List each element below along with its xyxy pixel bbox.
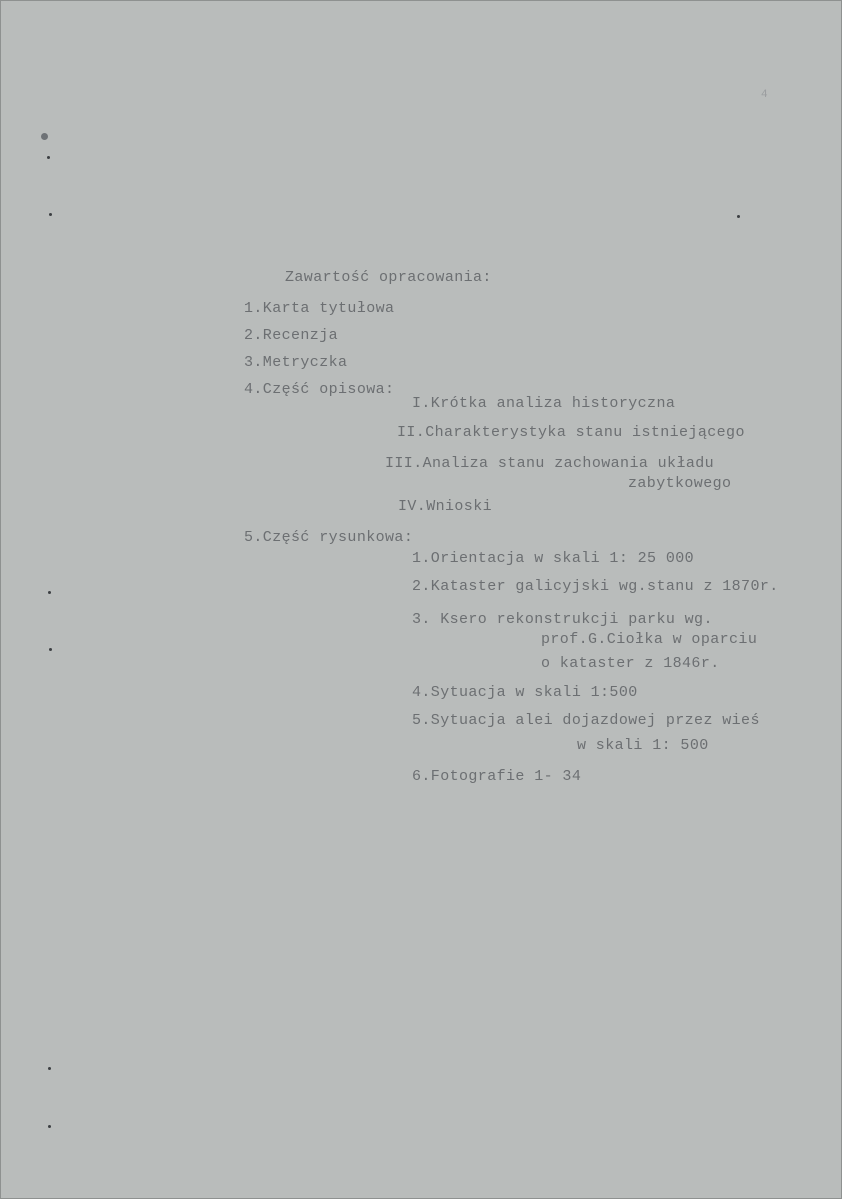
drawing-item-continuation: prof.G.Ciołka w oparciu [541, 631, 758, 648]
list-item: 5.Część rysunkowa: [244, 529, 414, 546]
drawing-item: 2.Kataster galicyjski wg.stanu z 1870r. [412, 578, 779, 595]
sub-item: I.Krótka analiza historyczna [412, 395, 676, 412]
sub-item: III.Analiza stanu zachowania układu [385, 455, 715, 472]
drawing-item: 6.Fotografie 1- 34 [412, 768, 582, 785]
contents-heading: Zawartość opracowania: [285, 269, 492, 286]
drawing-item-continuation: o kataster z 1846r. [541, 655, 720, 672]
drawing-item-continuation: w skali 1: 500 [577, 737, 709, 754]
ink-smudge [41, 133, 48, 140]
punch-dot [49, 648, 52, 651]
punch-dot [48, 591, 51, 594]
list-item: 3.Metryczka [244, 354, 348, 371]
drawing-item: 3. Ksero rekonstrukcji parku wg. [412, 611, 713, 628]
punch-dot [49, 213, 52, 216]
punch-dot [48, 1067, 51, 1070]
list-item: 1.Karta tytułowa [244, 300, 395, 317]
drawing-item: 1.Orientacja w skali 1: 25 000 [412, 550, 695, 567]
sub-item-continuation: zabytkowego [628, 475, 732, 492]
list-item: 4.Część opisowa: [244, 381, 395, 398]
list-item: 2.Recenzja [244, 327, 339, 344]
page-number: 4 [761, 89, 768, 101]
punch-dot [47, 156, 50, 159]
punch-dot [737, 215, 740, 218]
punch-dot [48, 1125, 51, 1128]
sub-item: II.Charakterystyka stanu istniejącego [397, 424, 745, 441]
sub-item: IV.Wnioski [398, 498, 493, 515]
drawing-item: 5.Sytuacja alei dojazdowej przez wieś [412, 712, 760, 729]
drawing-item: 4.Sytuacja w skali 1:500 [412, 684, 638, 701]
